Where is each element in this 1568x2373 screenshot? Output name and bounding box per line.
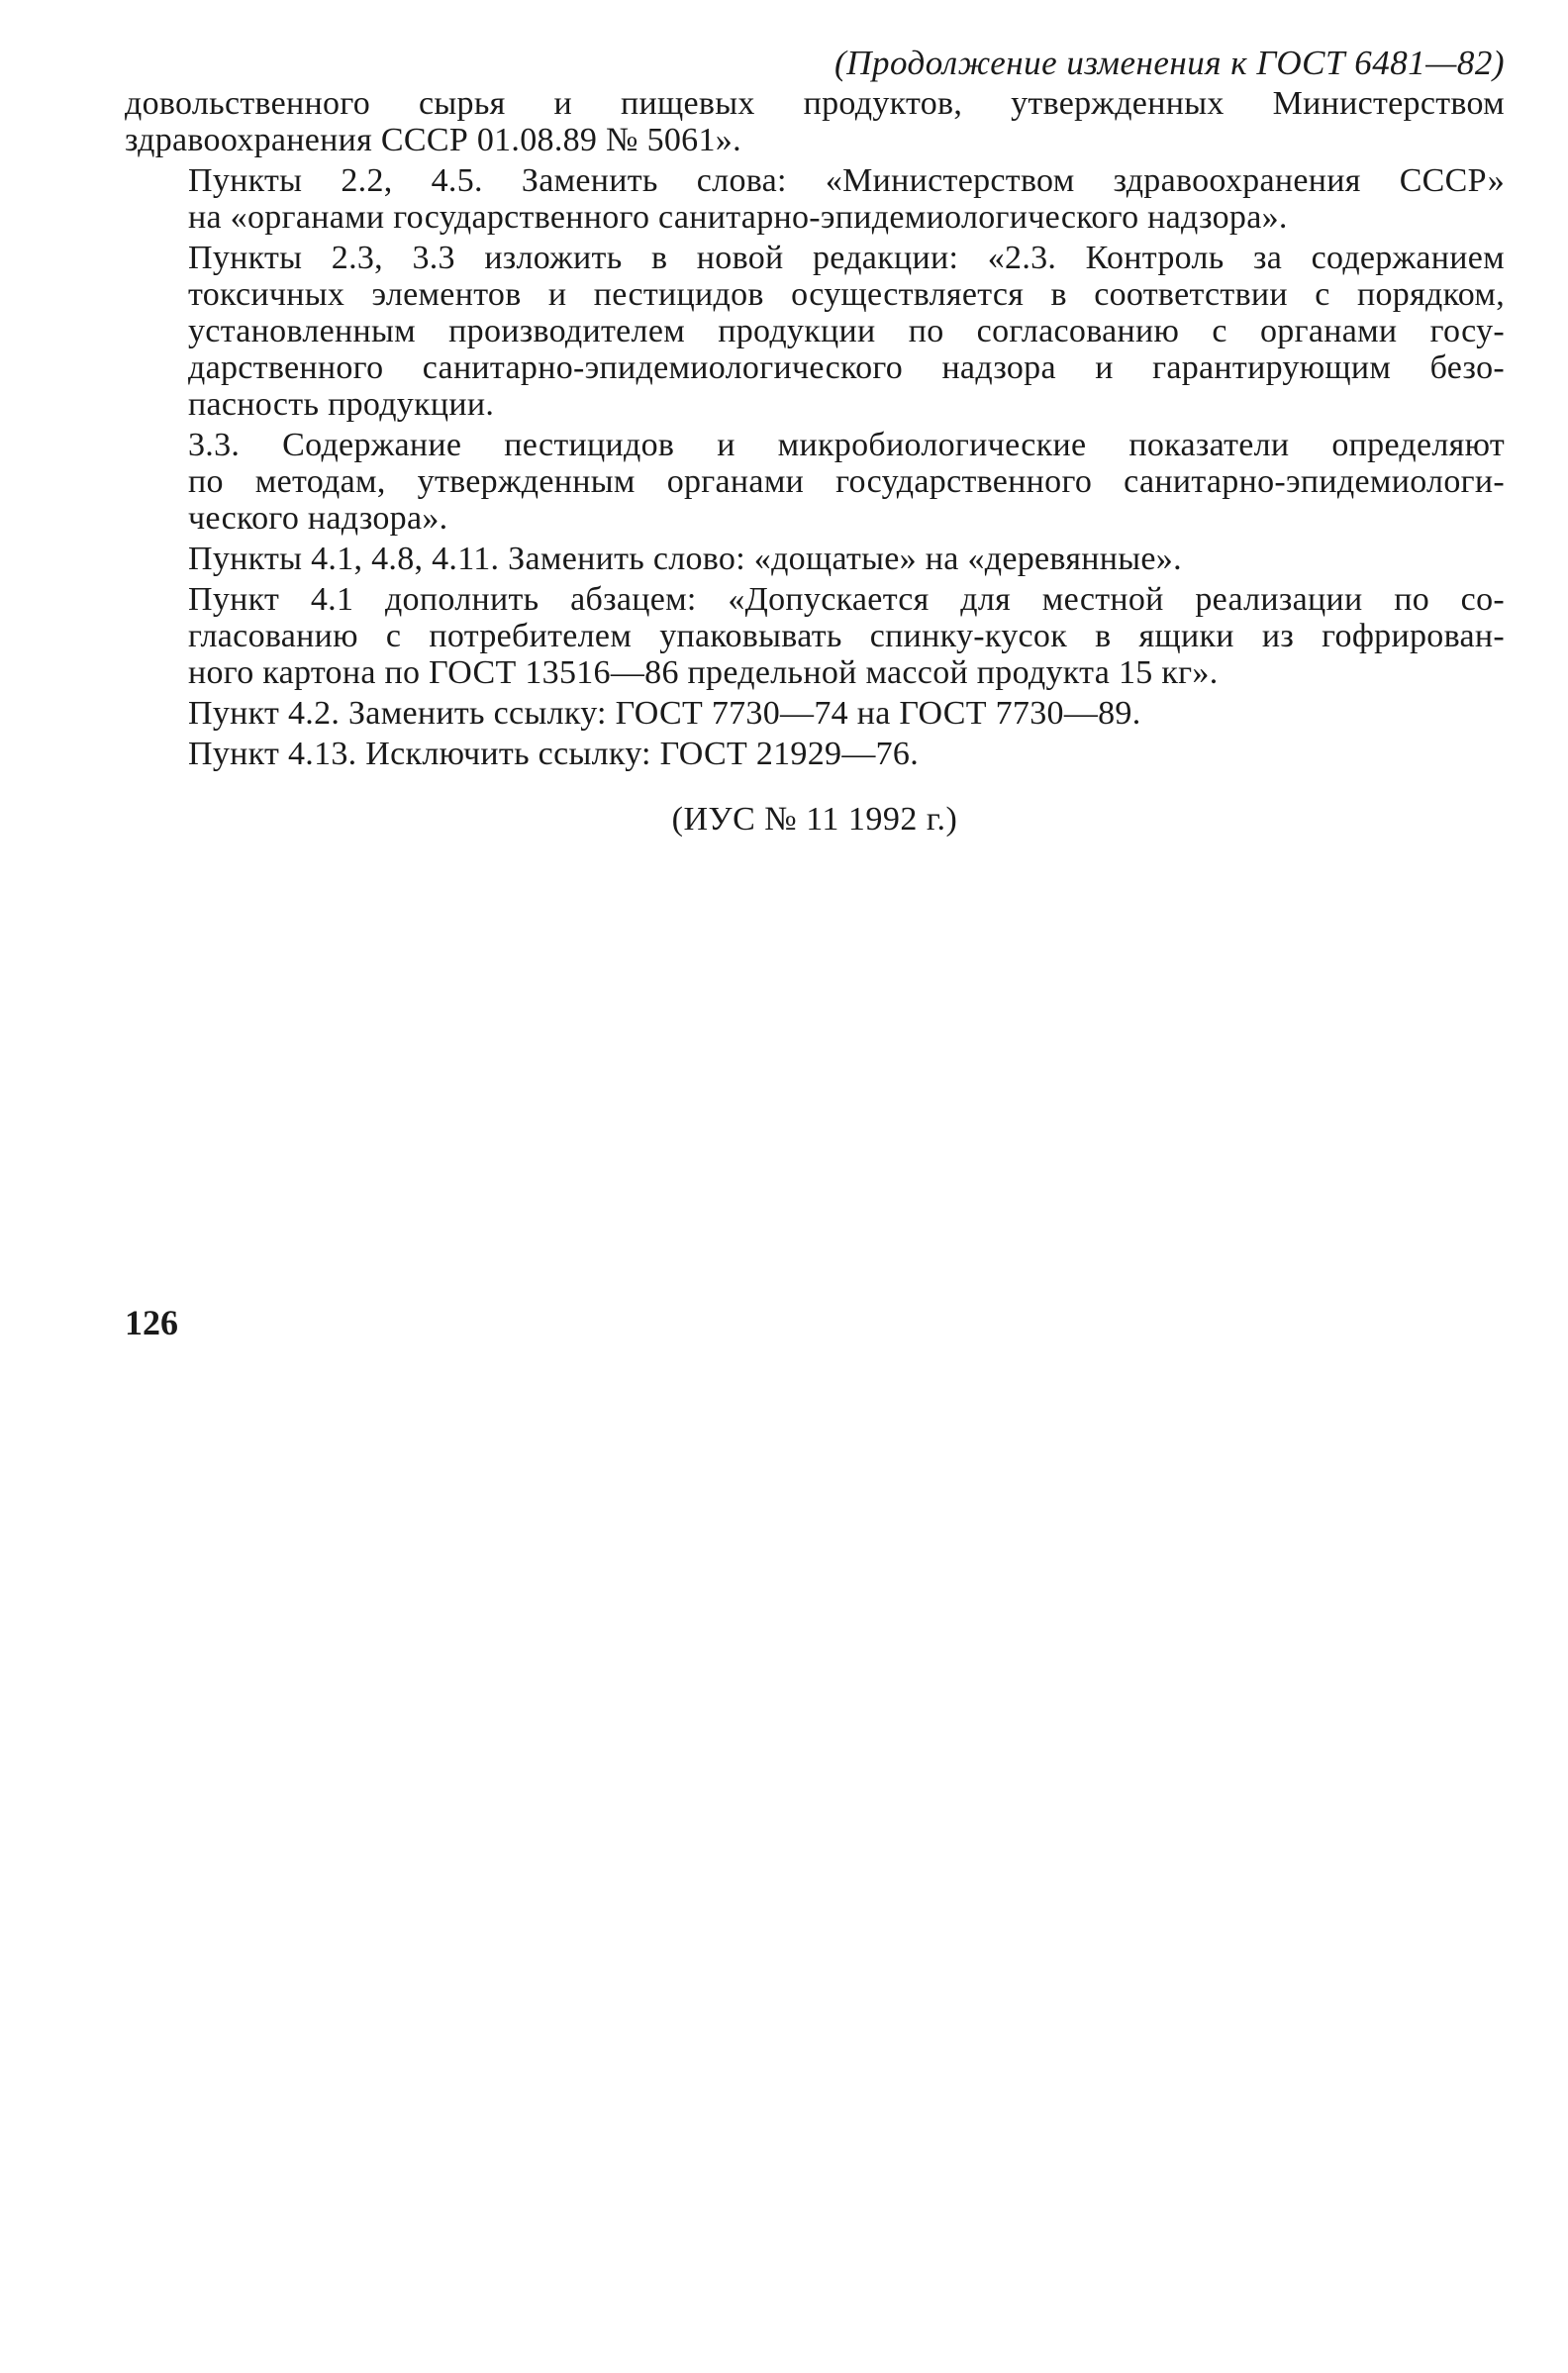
text-line: установленным производителем продукции по согласованию с органами госу-: [188, 313, 1505, 349]
text-line: довольственного сырья и пищевых продуктов, утвержденных Министерством: [125, 85, 1505, 122]
page-number: 126: [125, 1303, 178, 1342]
paragraph-items-4-1-4-8-4-11: [125, 541, 1505, 577]
paragraph-item-4-1: [125, 581, 1505, 691]
text-line: ческого надзора».: [188, 500, 448, 537]
source-reference: (ИУС № 11 1992 г.): [671, 801, 958, 838]
text-line: Пункт 4.1 дополнить абзацем: «Допускается для местной реализации по со-: [188, 581, 1505, 618]
text-line: Пункт 4.2. Заменить ссылку: ГОСТ 7730—74 на ГОСТ 7730—89.: [188, 695, 1141, 732]
text-line: по методам, утвержденным органами государственного санитарно-эпидемиологи-: [188, 463, 1505, 500]
text-line: на «органами государственного санитарно-эпидемиологического надзора».: [188, 199, 1288, 236]
continuation-header: (Продолжение изменения к ГОСТ 6481—82): [834, 44, 1505, 82]
text-line: Пункты 2.3, 3.3 изложить в новой редакции: «2.3. Контроль за содержанием: [188, 240, 1505, 276]
text-line: Пункты 2.2, 4.5. Заменить слова: «Министерством здравоохранения СССР»: [188, 162, 1505, 199]
paragraph-items-2-2-4-5: [125, 162, 1505, 236]
text-line: здравоохранения СССР 01.08.89 № 5061».: [125, 122, 741, 158]
document-page: [125, 44, 1505, 840]
paragraph-items-2-3-3-3: [125, 240, 1505, 423]
text-line: гласованию с потребителем упаковывать спинку-кусок в ящики из гофрирован-: [188, 618, 1505, 654]
text-line: пасность продукции.: [188, 386, 495, 423]
text-line: Пункт 4.13. Исключить ссылку: ГОСТ 21929—76.: [188, 736, 920, 772]
paragraph-item-3-3: [125, 427, 1505, 537]
paragraph-item-4-13: [125, 736, 1505, 772]
text-line: 3.3. Содержание пестицидов и микробиологические показатели определяют: [188, 427, 1505, 463]
text-line: дарственного санитарно-эпидемиологического надзора и гарантирующим безо-: [188, 349, 1505, 386]
paragraph-item-4-2: [125, 695, 1505, 732]
text-line: Пункты 4.1, 4.8, 4.11. Заменить слово: «дощатые» на «деревянные».: [188, 541, 1182, 577]
text-line: ного картона по ГОСТ 13516—86 предельной массой продукта 15 кг».: [188, 654, 1219, 691]
text-line: токсичных элементов и пестицидов осуществляется в соответствии с порядком,: [188, 276, 1505, 313]
paragraph-supplier-continuation: [125, 85, 1505, 158]
